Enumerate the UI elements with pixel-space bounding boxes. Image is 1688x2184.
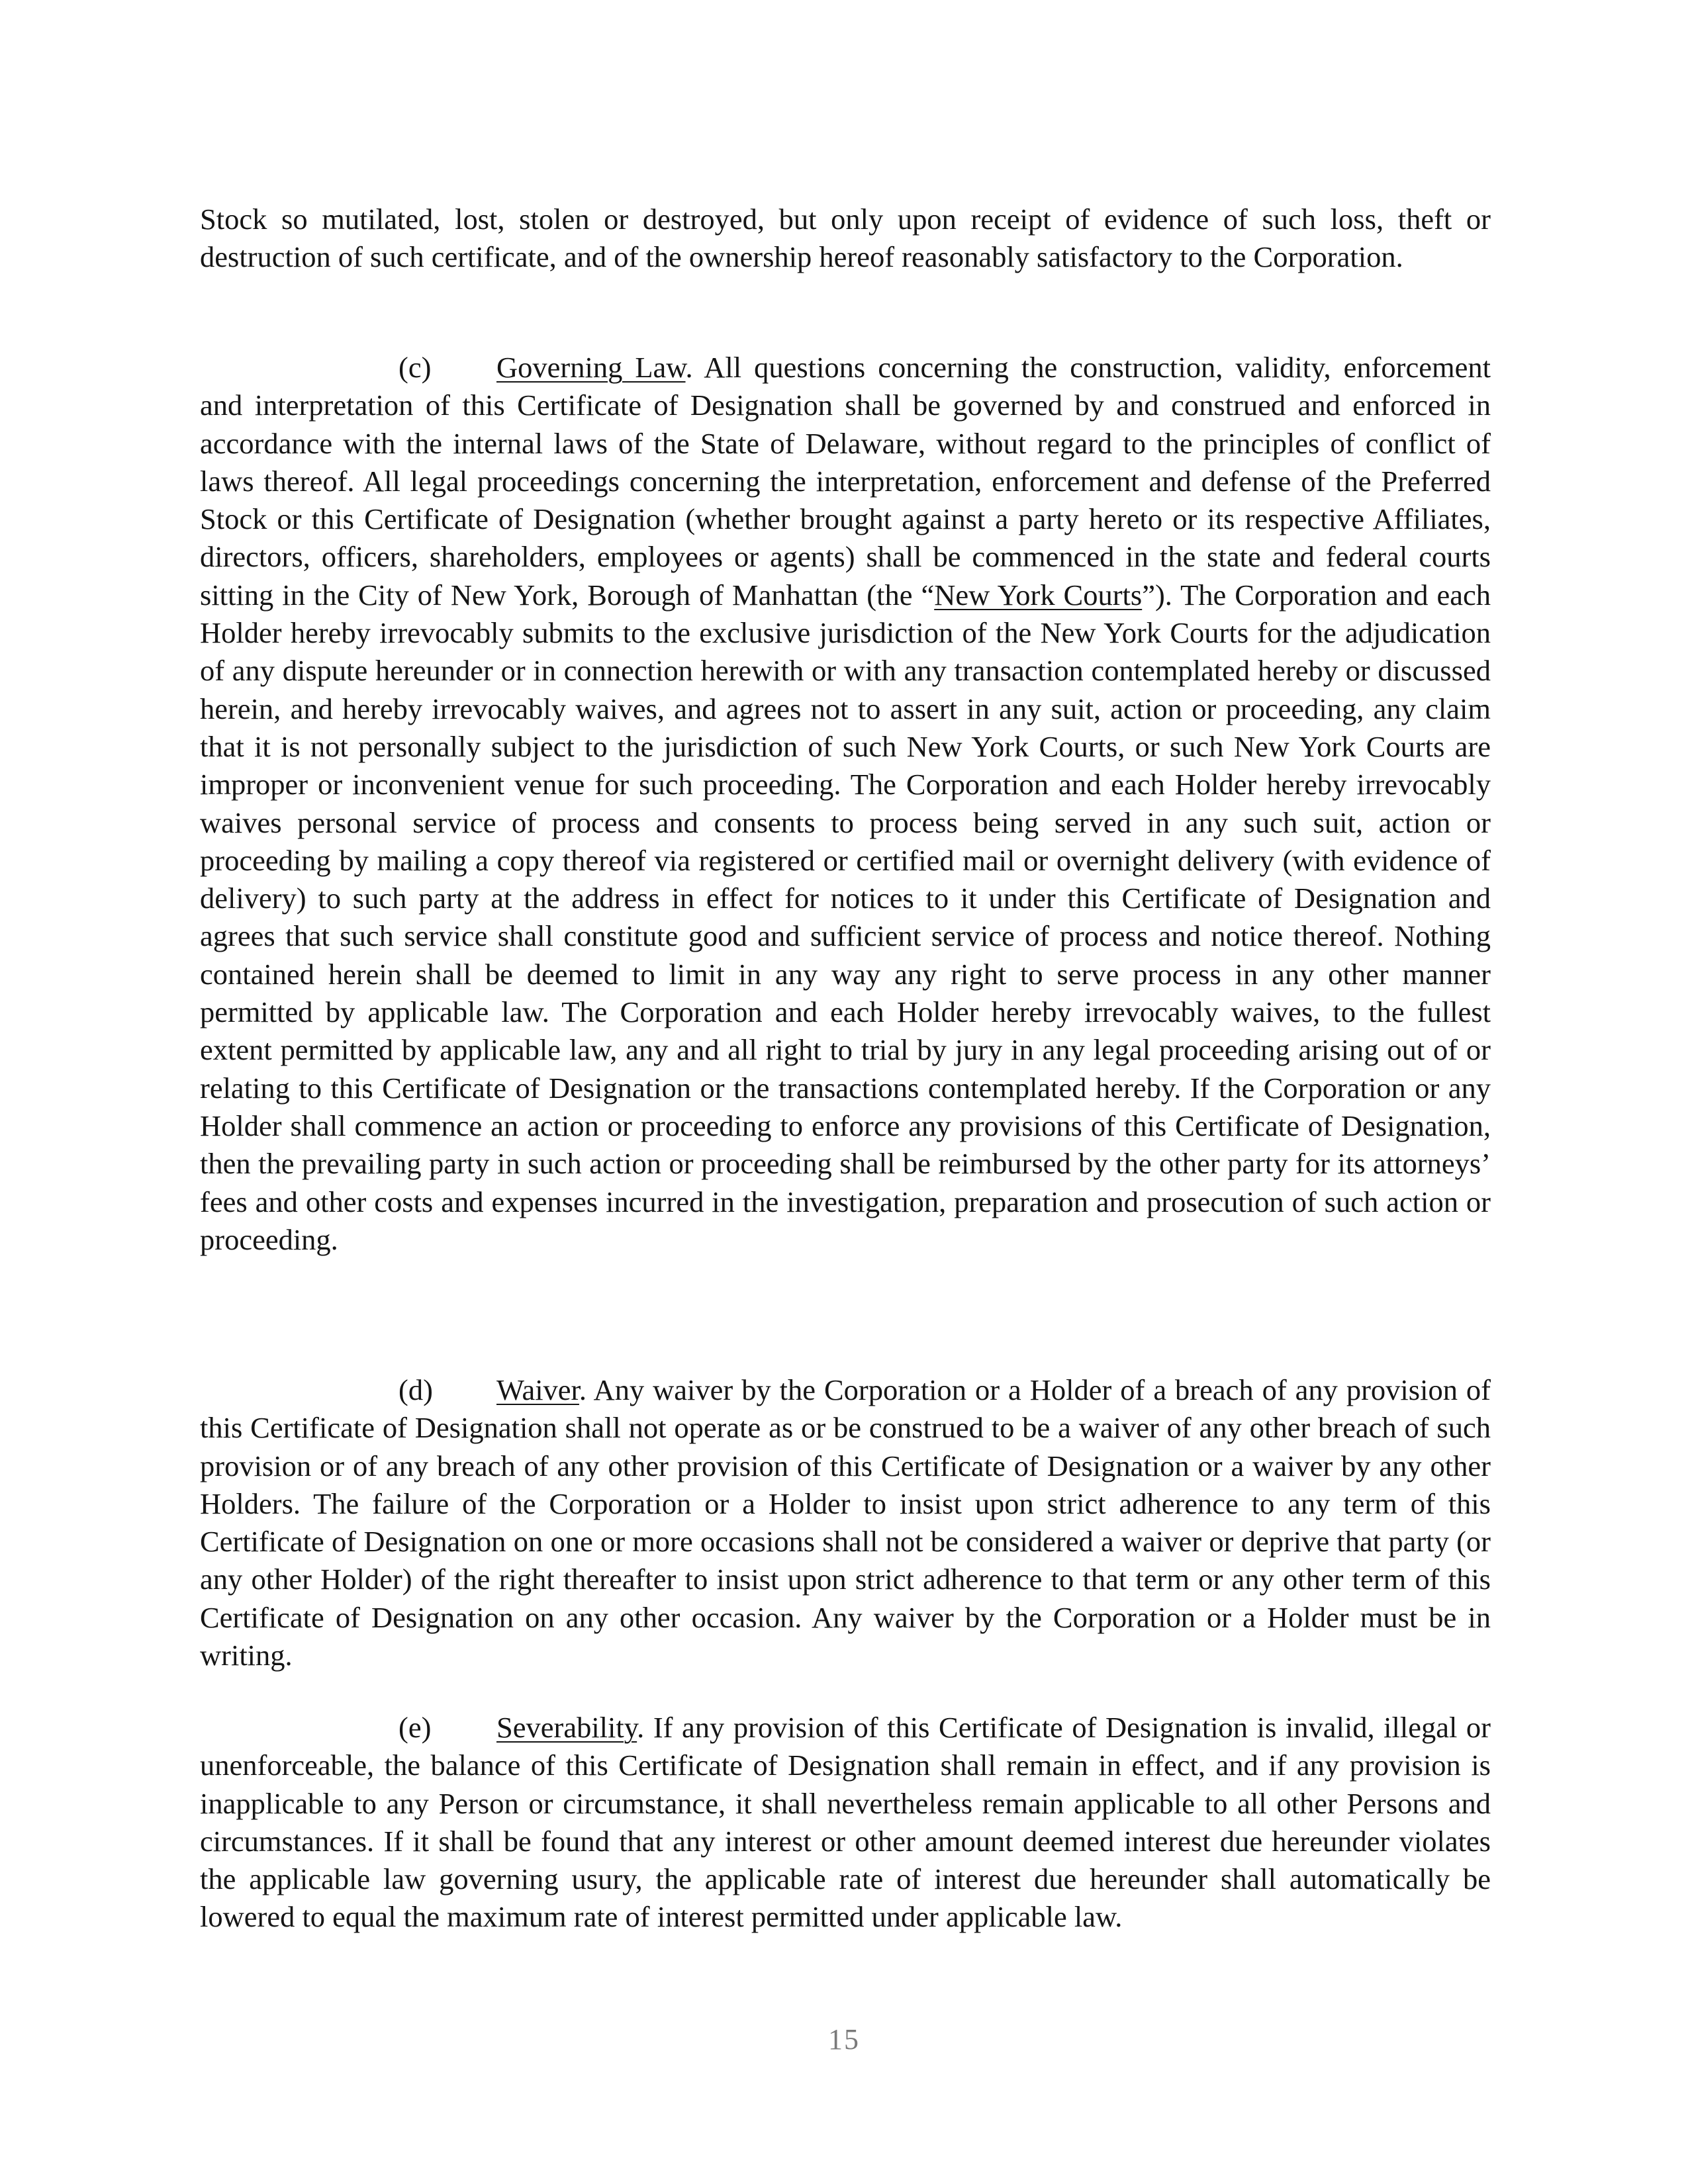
section-e-paragraph bbox=[200, 1709, 1491, 1936]
page-number: 15 bbox=[828, 2023, 860, 2056]
section-d-text: . Any waiver by the Corporation or a Holder of a breach of any provision of this Certificate of Designation shall not operate as or be construed to be a waiver of any other breach of such provision or of any breach of any other provision of this Certificate of Designation or a waiver by any other Holders. The failure of the Corporation or a Holder to insist upon strict adherence to any term of this Certificate of Designation on one or more occasions shall not be considered a waiver or deprive that party (or any other Holder) of the right thereafter to insist upon strict adherence to that term or any other term of this Certificate of Designation on any other occasion. Any waiver by the Corporation or a Holder must be in writing. bbox=[200, 1373, 1491, 1672]
section-e-number: (e) bbox=[399, 1711, 432, 1744]
continuation-paragraph bbox=[200, 201, 1491, 277]
section-c-number: (c) bbox=[399, 351, 432, 384]
section-e-text: . If any provision of this Certificate of Designation is invalid, illegal or unenforceable, the balance of this Certificate of Designation shall remain in effect, and if any provision is inapplicable to any Person or circumstance, it shall nevertheless remain applicable to all other Persons and circumstances. If it shall be found that any interest or other amount deemed interest due hereunder violates the applicable law governing usury, the applicable rate of interest due hereunder shall automatically be lowered to equal the maximum rate of interest permitted under applicable law. bbox=[200, 1711, 1491, 1934]
section-d-paragraph bbox=[200, 1371, 1491, 1674]
defined-term-new-york-courts: New York Courts bbox=[934, 578, 1143, 612]
section-d-number: (d) bbox=[399, 1373, 433, 1406]
section-c-text-before-term: . All questions concerning the construction, validity, enforcement and interpretation of this Certificate of Designation shall be governed by and construed and enforced in accordance with the internal laws of the State of Delaware, without regard to the principles of conflict of laws thereof. All legal proceedings concerning the interpretation, enforcement and defense of the Preferred Stock or this Certificate of Designation (whether brought against a party hereto or its respective Affiliates, directors, officers, shareholders, employees or agents) shall be commenced in the state and federal courts sitting in the City of New York, Borough of Manhattan (the “ bbox=[200, 351, 1491, 612]
section-c-text-after-term: ”). The Corporation and each Holder hereby irrevocably submits to the exclusive jurisdiction of the New York Courts for the adjudication of any dispute hereunder or in connection herewith or with any transaction contemplated hereby or discussed herein, and hereby irrevocably waives, and agrees not to assert in any suit, action or proceeding, any claim that it is not personally subject to the jurisdiction of such New York Courts, or such New York Courts are improper or inconvenient venue for such proceeding. The Corporation and each Holder hereby irrevocably waives personal service of process and consents to process being served in any such suit, action or proceeding by mailing a copy thereof via registered or certified mail or overnight delivery (with evidence of delivery) to such party at the address in effect for notices to it under this Certificate of Designation and agrees that such service shall constitute good and sufficient service of process and notice thereof. Nothing contained herein shall be deemed to limit in any way any right to serve process in any other manner permitted by applicable law. The Corporation and each Holder hereby irrevocably waives, to the fullest extent permitted by applicable law, any and all right to trial by jury in any legal proceeding arising out of or relating to this Certificate of Designation or the transactions contemplated hereby. If the Corporation or any Holder shall commence an action or proceeding to enforce any provisions of this Certificate of Designation, then the prevailing party in such action or proceeding shall be reimbursed by the other party for its attorneys’ fees and other costs and expenses incurred in the investigation, preparation and prosecution of such action or proceeding. bbox=[200, 578, 1491, 1256]
section-e-heading: Severability bbox=[496, 1711, 637, 1744]
section-d-heading: Waiver bbox=[496, 1373, 579, 1406]
continuation-text: Stock so mutilated, lost, stolen or destroyed, but only upon receipt of evidence of such loss, theft or destruction of such certificate, and of the ownership hereof reasonably satisfactory to the Corporation. bbox=[200, 203, 1491, 274]
section-c-paragraph bbox=[200, 349, 1491, 1259]
section-c-heading: Governing Law bbox=[496, 351, 686, 384]
